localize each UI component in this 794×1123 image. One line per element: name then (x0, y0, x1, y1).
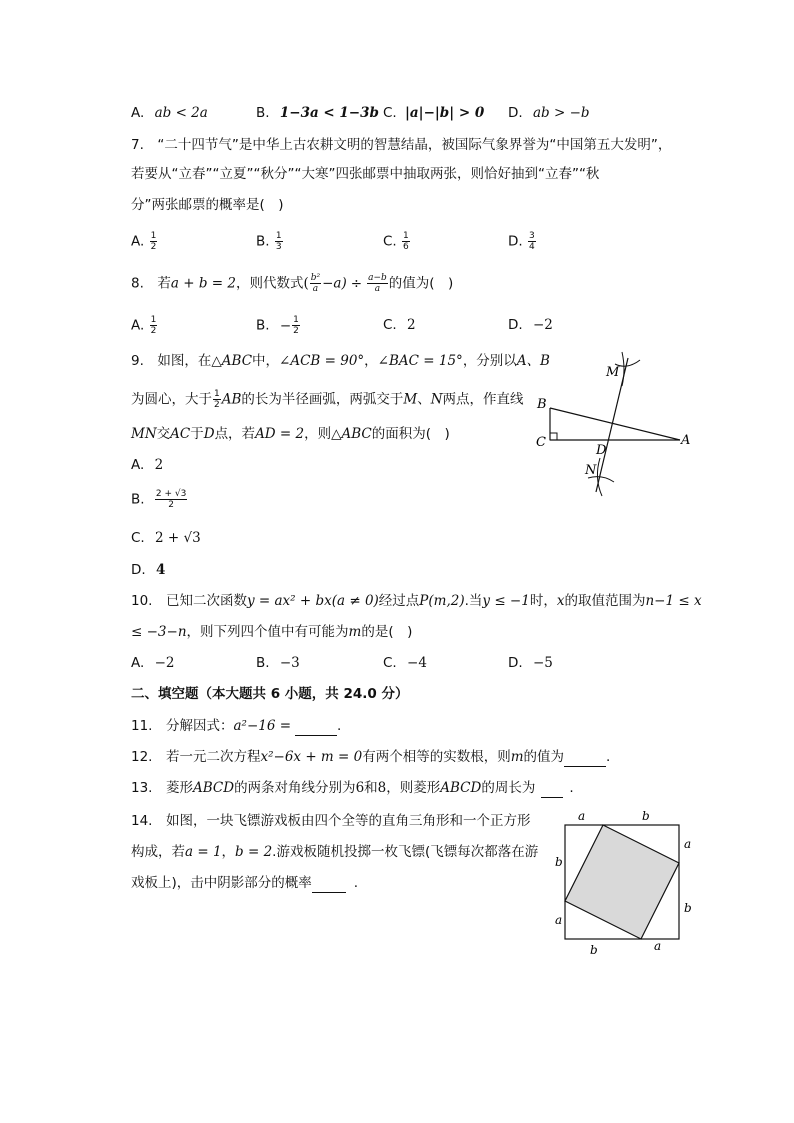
fraction (150, 315, 158, 336)
text: ，则下列四个值中有可能为 (186, 624, 349, 640)
option-text: −2 (532, 317, 553, 333)
fraction (275, 231, 283, 252)
option-letter: C. (383, 233, 397, 250)
q9-option-a (131, 455, 163, 475)
denominator: 2 (150, 242, 157, 252)
text: . (353, 875, 359, 891)
math: b = 2 (235, 844, 273, 860)
option-letter: D. (508, 105, 523, 121)
q11 (131, 716, 341, 736)
q13 (131, 778, 574, 798)
math: m (348, 624, 362, 640)
text: 的取值范围为 (564, 593, 646, 609)
q7-option-c (383, 231, 411, 252)
option-letter: D. (508, 655, 523, 671)
math: y ≤ −1 (482, 593, 530, 609)
q6-option-b (256, 103, 379, 123)
q6-option-d (508, 103, 590, 123)
answer-blank[interactable] (312, 878, 346, 893)
option-letter: C. (383, 105, 397, 121)
denominator: 2 (293, 326, 299, 336)
option-text: −5 (532, 655, 553, 671)
text: .游戏板随机投掷一枚飞镖(飞镖每次都落在游 (272, 844, 539, 860)
text: 构成，若 (131, 844, 185, 860)
fraction (292, 315, 300, 336)
q8-condition: a + b = 2 (170, 275, 236, 292)
denominator: a (312, 284, 319, 294)
option-letter: C. (131, 530, 145, 546)
text: 于 (190, 426, 204, 442)
math: a²−16 = (233, 718, 292, 734)
option-text: 1−3a < 1−3b (279, 105, 379, 121)
text: . (337, 718, 342, 734)
option-letter: B. (131, 491, 145, 508)
math: AB (221, 391, 242, 408)
q14-line2 (131, 842, 538, 862)
math: m (510, 749, 524, 765)
label-b: B (537, 397, 547, 412)
math: ABCD (440, 780, 482, 796)
math: AC (170, 426, 191, 442)
math: N (430, 391, 443, 408)
option-letter: A. (131, 105, 145, 121)
math: D (203, 426, 215, 442)
option-text: |a|−|b| > 0 (405, 105, 485, 121)
q9-line1 (131, 351, 550, 371)
q7-line2: 若要从“立春”“立夏”“秋分”“大寒”四张邮票中抽取两张，则恰好抽到“立春”“秋 (131, 166, 600, 182)
q10-option-c (383, 653, 427, 673)
math: A、B (516, 353, 550, 369)
q10-option-b (256, 653, 300, 673)
numerator: 2 + √3 (155, 489, 187, 499)
right-angle-mark (550, 433, 557, 440)
q6-option-a (131, 103, 208, 123)
math: 8 (377, 780, 387, 796)
q8-option-a (131, 315, 158, 336)
numerator: 1 (275, 231, 282, 241)
text: 13. 菱形 (131, 780, 193, 796)
option-text: −3 (279, 655, 300, 671)
option-letter: B. (256, 317, 270, 334)
denominator: 4 (528, 242, 535, 252)
option-letter: B. (256, 655, 270, 671)
q10-option-d (508, 653, 553, 673)
text: 交 (156, 426, 171, 442)
math: ABCD (192, 780, 235, 796)
option-letter: A. (131, 457, 145, 473)
q8-prefix: 8. 若 (131, 275, 171, 292)
math: y = ax² + bx(a ≠ 0) (246, 593, 379, 609)
q9-option-d (131, 560, 165, 580)
label-a-top: a (578, 809, 586, 823)
math: ∠BAC = 15° (377, 353, 463, 369)
label-d: D (596, 443, 607, 458)
q10-option-a (131, 653, 175, 673)
text: 10. 已知二次函数 (131, 593, 247, 609)
math: △ABC (331, 426, 372, 442)
text: 戏板上)，击中阴影部分的概率 (131, 875, 312, 891)
q8-option-b (256, 315, 301, 336)
text: 的面积为( ) (371, 426, 450, 442)
label-c: C (536, 435, 546, 450)
text: ，分别以 (462, 353, 517, 369)
denominator: 2 (168, 500, 174, 510)
text: 的是( ) (361, 624, 413, 640)
option-letter: A. (131, 317, 145, 334)
answer-blank[interactable] (541, 783, 563, 798)
answer-blank[interactable] (295, 721, 337, 736)
label-b-top: b (642, 809, 650, 823)
divide-sign: ÷ (350, 275, 363, 292)
option-text: 4 (155, 562, 166, 578)
math: 6 (355, 780, 365, 796)
q14-line1: 14. 如图，一块飞镖游戏板由四个全等的直角三角形和一个正方形 (131, 813, 531, 829)
option-text: 2 + √3 (155, 530, 201, 546)
q9-line3 (131, 424, 450, 444)
option-text: ab > −b (532, 105, 590, 121)
option-letter: C. (383, 655, 397, 671)
option-letter: D. (131, 562, 146, 578)
text: ，则 (304, 426, 332, 442)
q8-option-d (508, 315, 553, 335)
denominator: 2 (150, 326, 157, 336)
math: M (403, 391, 418, 408)
q8-suffix: 的值为( ) (388, 275, 454, 292)
q8-mid: ，则代数式 (235, 275, 304, 292)
text: . (606, 749, 611, 765)
shaded-inner-square (565, 825, 679, 939)
numerator: a−b (368, 273, 387, 283)
q14-dartboard-figure (548, 808, 698, 956)
text: 的两条对角线分别为 (234, 780, 356, 796)
text: 时， (529, 593, 557, 609)
fraction (150, 231, 158, 252)
math: ∠ACB = 90° (279, 353, 365, 369)
fraction (528, 231, 536, 252)
q7-option-d (508, 231, 537, 252)
option-text: − (279, 317, 292, 334)
option-letter: B. (256, 233, 270, 250)
q7-option-a (131, 231, 158, 252)
option-text: ab < 2a (154, 105, 208, 121)
option-text: −2 (154, 655, 175, 671)
label-a-right: a (684, 837, 692, 851)
math: ≤ −3−n (131, 624, 187, 640)
label-b-bottom: b (590, 943, 598, 956)
q12 (131, 747, 610, 767)
text: 9. 如图，在 (131, 353, 212, 369)
fraction (402, 231, 410, 252)
q9-triangle-figure (530, 350, 700, 500)
q9-option-c (131, 528, 201, 548)
text: 11. 分解因式： (131, 718, 234, 734)
numerator: 1 (214, 389, 220, 399)
numerator: 3 (528, 231, 535, 241)
math: a = 1 (185, 844, 222, 860)
option-letter: A. (131, 233, 145, 250)
text: 经过点 (378, 593, 420, 609)
math: AD = 2 (255, 426, 305, 442)
option-text: 2 (154, 457, 164, 473)
q7-line3: 分”两张邮票的概率是( ) (131, 197, 284, 213)
numerator: 1 (150, 315, 157, 325)
text: 、 (417, 391, 431, 408)
math: △ABC (211, 353, 253, 369)
option-letter: D. (508, 317, 523, 333)
option-text: −4 (407, 655, 427, 671)
text: ，则菱形 (386, 780, 441, 796)
numerator: 1 (293, 315, 299, 325)
text: 的长为半径画弧，两弧交于 (241, 391, 404, 408)
fraction (310, 273, 321, 294)
math: MN (131, 426, 157, 442)
numerator: 1 (403, 231, 409, 241)
text: 12. 若一元二次方程 (131, 749, 261, 765)
option-letter: C. (383, 317, 397, 333)
label-m: M (606, 365, 620, 380)
label-a-bottom: a (654, 939, 662, 953)
text: 两点，作直线 (442, 391, 524, 408)
q7-line1: 7. “二十四节气”是中华上古农耕文明的智慧结晶，被国际气象界誉为“中国第五大发明”， (131, 137, 672, 153)
math: x²−6x + m = 0 (260, 749, 363, 765)
text: 中， (252, 353, 280, 369)
math: x (556, 593, 565, 609)
fraction (367, 273, 388, 294)
answer-blank[interactable] (564, 752, 606, 767)
q8-option-c (383, 315, 416, 335)
q8-stem: 8. 若a + b = 2，则代数式( $\frac{\text{b²}}{a}$ −a) ÷ $\frac{a-b}{a}$ 的值为( ) (131, 273, 454, 294)
math: P(m,2) (419, 593, 465, 609)
text: 有两个相等的实数根，则 (362, 749, 511, 765)
q10-line1 (131, 591, 702, 611)
option-letter: B. (256, 105, 270, 121)
label-a: A (681, 433, 691, 448)
q9-line2 (131, 389, 524, 410)
q6-option-c (383, 103, 484, 123)
q14-line3 (131, 873, 358, 893)
label-b-right: b (684, 901, 692, 915)
text: 为圆心，大于 (131, 391, 212, 408)
text: 的值为 (523, 749, 565, 765)
label-n: N (585, 463, 597, 478)
label-b-left: b (555, 855, 563, 869)
text: 和 (364, 780, 378, 796)
denominator: 3 (275, 242, 282, 252)
text: 的周长为 (481, 780, 536, 796)
denominator: 2 (214, 400, 220, 410)
option-letter: D. (508, 233, 523, 250)
text: .当 (464, 593, 483, 609)
option-text: 2 (407, 317, 416, 333)
section-2-heading: 二、填空题（本大题共 6 小题，共 24.0 分） (131, 686, 409, 702)
q7-option-b (256, 231, 284, 252)
text: ， (364, 353, 378, 369)
denominator: 6 (403, 242, 409, 252)
q10-line2 (131, 622, 412, 642)
numerator: 1 (150, 231, 157, 241)
text: ， (221, 844, 236, 860)
fraction (155, 489, 187, 510)
denominator: a (374, 284, 381, 294)
math: n−1 ≤ x (645, 593, 702, 609)
q9-option-b (131, 489, 188, 510)
text: 点，若 (214, 426, 256, 442)
numerator: b² (310, 273, 321, 283)
option-letter: A. (131, 655, 145, 671)
fraction (213, 389, 221, 410)
label-a-left: a (555, 913, 563, 927)
q8-minus-a: −a) (322, 275, 347, 292)
text: . (569, 780, 574, 796)
